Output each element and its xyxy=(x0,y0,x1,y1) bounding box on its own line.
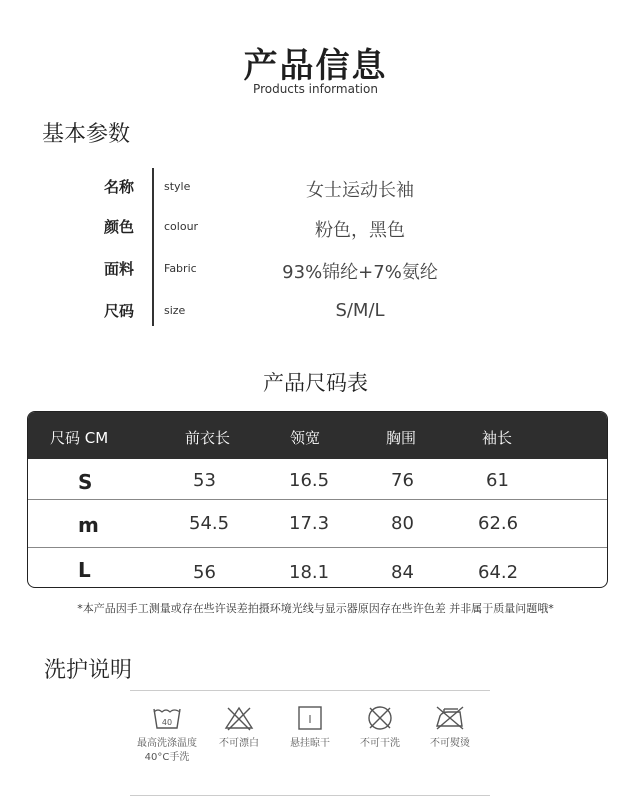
care-label: 不可漂白 xyxy=(219,738,259,749)
param-row-colour xyxy=(0,216,631,240)
table-header-cell: 前衣长 xyxy=(185,429,231,447)
care-item-dry-clean xyxy=(340,705,420,751)
table-header-cell: 袖长 xyxy=(482,429,513,447)
care-label: 悬挂晾干 xyxy=(290,738,330,749)
table-header xyxy=(28,412,607,459)
care-label: 不可熨烫 xyxy=(430,738,470,749)
wash-40-icon xyxy=(152,705,182,731)
care-item-hang-dry xyxy=(270,705,350,751)
param-row-fabric xyxy=(0,258,631,282)
table-cell: 64.2 xyxy=(478,562,519,583)
row-divider xyxy=(28,547,607,548)
param-name: 面料 xyxy=(104,260,135,278)
table-cell: 76 xyxy=(391,470,414,491)
table-cell: 17.3 xyxy=(289,513,330,534)
table-cell-size: m xyxy=(78,513,99,537)
param-name: 名称 xyxy=(104,178,135,196)
no-iron-icon xyxy=(434,705,466,731)
page-title: 产品信息 xyxy=(243,46,388,86)
table-cell: 56 xyxy=(193,562,216,583)
table-cell: 80 xyxy=(391,513,414,534)
row-divider xyxy=(28,499,607,500)
no-bleach-icon xyxy=(224,705,254,731)
hang-dry-icon xyxy=(295,705,325,731)
param-row-size xyxy=(0,300,631,324)
param-value: 粉色，黑色 xyxy=(315,220,405,241)
param-value: 女士运动长袖 xyxy=(306,180,414,201)
basic-params-heading: 基本参数 xyxy=(42,122,131,147)
param-value: S/M/L xyxy=(335,300,385,321)
care-item-wash xyxy=(127,705,207,765)
care-label-line2: 40°C手洗 xyxy=(144,752,190,763)
care-top-divider xyxy=(130,690,490,691)
table-cell: 61 xyxy=(486,470,509,491)
table-cell: 16.5 xyxy=(289,470,330,491)
care-label: 不可干洗 xyxy=(360,738,400,749)
param-en: colour xyxy=(164,220,199,233)
param-en: Fabric xyxy=(164,262,197,275)
table-row xyxy=(28,504,607,548)
measurement-note: *本产品因手工测量或存在些许误差拍摄环境光线与显示器原因存在些许色差 并非属于质量问题哦* xyxy=(77,602,554,615)
care-heading: 洗护说明 xyxy=(44,658,133,683)
wash-temp-mark: 40 xyxy=(161,718,173,727)
table-cell: 54.5 xyxy=(189,513,230,534)
param-en: size xyxy=(164,304,186,317)
param-name: 尺码 xyxy=(104,302,135,320)
care-label xyxy=(127,737,207,765)
table-cell-size: S xyxy=(78,470,93,494)
table-header-cell: 尺码 CM xyxy=(50,429,109,447)
table-cell: 62.6 xyxy=(478,513,519,534)
param-en: style xyxy=(164,180,191,193)
table-header-cell: 胸围 xyxy=(386,429,417,447)
no-dry-clean-icon xyxy=(365,705,395,731)
care-bottom-divider xyxy=(130,795,490,796)
table-cell-size: L xyxy=(78,558,91,582)
care-label-line1: 最高洗涤温度 xyxy=(137,738,197,749)
param-name: 颜色 xyxy=(104,218,135,236)
table-cell: 84 xyxy=(391,562,414,583)
size-table xyxy=(27,411,608,588)
table-header-cell: 领宽 xyxy=(290,429,321,447)
size-table-heading: 产品尺码表 xyxy=(263,371,368,395)
care-item-iron xyxy=(410,705,490,751)
table-row xyxy=(28,552,607,588)
table-cell: 53 xyxy=(193,470,216,491)
param-value: 93%锦纶+7%氨纶 xyxy=(282,262,438,283)
care-item-bleach xyxy=(199,705,279,751)
hang-dry-mark: I xyxy=(308,713,312,726)
param-row-style xyxy=(0,176,631,200)
table-cell: 18.1 xyxy=(289,562,330,583)
page-subtitle: Products information xyxy=(253,82,378,96)
